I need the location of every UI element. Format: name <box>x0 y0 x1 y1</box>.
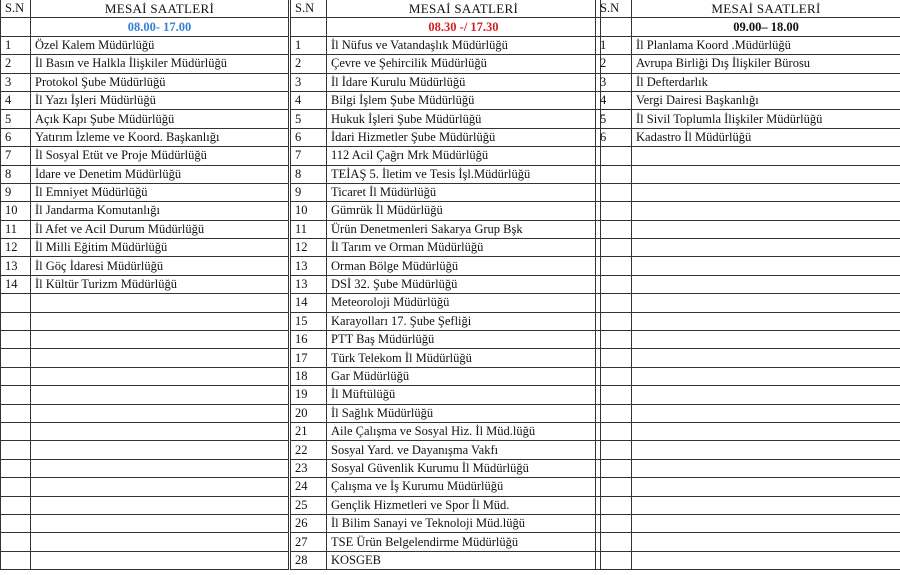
row-number: 3 <box>291 73 327 91</box>
table-row <box>1 331 289 349</box>
institution-name <box>632 496 900 514</box>
table-row <box>291 331 601 349</box>
table-row <box>1 441 289 459</box>
table-row <box>596 239 900 257</box>
table-row <box>1 257 289 275</box>
row-number <box>596 331 632 349</box>
table-row <box>596 367 900 385</box>
institution-name: Türk Telekom İl Müdürlüğü <box>327 349 601 367</box>
table-row <box>291 312 601 330</box>
table-row <box>1 367 289 385</box>
row-number: 4 <box>596 91 632 109</box>
blank-cell <box>596 18 632 36</box>
institution-name <box>31 386 289 404</box>
institution-name: Sosyal Yard. ve Dayanışma Vakfı <box>327 441 601 459</box>
row-number: 19 <box>291 386 327 404</box>
row-number <box>1 404 31 422</box>
table-row <box>291 275 601 293</box>
row-number: 13 <box>291 275 327 293</box>
schedule-table-0900 <box>595 0 900 570</box>
hours-title: MESAİ SAATLERİ <box>327 0 601 18</box>
institution-name: İl Göç İdaresi Müdürlüğü <box>31 257 289 275</box>
row-number: 16 <box>291 331 327 349</box>
institution-name: Özel Kalem Müdürlüğü <box>31 36 289 54</box>
row-number <box>1 312 31 330</box>
table-row <box>596 165 900 183</box>
row-number: 2 <box>1 55 31 73</box>
row-number <box>596 257 632 275</box>
row-number: 10 <box>1 202 31 220</box>
table-row <box>291 422 601 440</box>
row-number: 4 <box>1 91 31 109</box>
institution-name <box>31 496 289 514</box>
header-row <box>596 0 900 18</box>
table-row <box>596 404 900 422</box>
row-number <box>596 312 632 330</box>
institution-name <box>632 551 900 569</box>
row-number <box>596 239 632 257</box>
row-number <box>596 202 632 220</box>
row-number <box>596 533 632 551</box>
institution-name <box>632 183 900 201</box>
table-row <box>1 55 289 73</box>
table-row <box>596 147 900 165</box>
table-row <box>291 514 601 532</box>
institution-name: Çalışma ve İş Kurumu Müdürlüğü <box>327 478 601 496</box>
table-row <box>596 110 900 128</box>
table-row <box>291 128 601 146</box>
row-number: 17 <box>291 349 327 367</box>
institution-name: İl İdare Kurulu Müdürlüğü <box>327 73 601 91</box>
row-number: 14 <box>291 294 327 312</box>
institution-name <box>632 331 900 349</box>
table-row <box>596 91 900 109</box>
row-number <box>596 183 632 201</box>
institution-name <box>31 459 289 477</box>
institution-name: İl Sosyal Etüt ve Proje Müdürlüğü <box>31 147 289 165</box>
institution-name: Karayolları 17. Şube Şefliği <box>327 312 601 330</box>
row-number: 26 <box>291 514 327 532</box>
row-number <box>1 533 31 551</box>
institution-name <box>632 202 900 220</box>
institution-name <box>632 294 900 312</box>
schedule-table-0800 <box>0 0 289 570</box>
table-row <box>596 257 900 275</box>
table-row <box>291 165 601 183</box>
row-number <box>596 441 632 459</box>
table-row <box>1 478 289 496</box>
institution-name <box>632 514 900 532</box>
row-number: 12 <box>1 239 31 257</box>
table-row <box>596 551 900 569</box>
institution-name: İl Nüfus ve Vatandaşlık Müdürlüğü <box>327 36 601 54</box>
row-number: 13 <box>1 257 31 275</box>
institution-name: Avrupa Birliği Dış İlişkiler Bürosu <box>632 55 900 73</box>
row-number <box>596 220 632 238</box>
table-row <box>1 239 289 257</box>
table-row <box>291 257 601 275</box>
institution-name <box>31 404 289 422</box>
row-number: 2 <box>291 55 327 73</box>
table-row <box>291 459 601 477</box>
row-number: 9 <box>291 183 327 201</box>
institution-name <box>632 275 900 293</box>
row-number <box>1 422 31 440</box>
institution-name: TSE Ürün Belgelendirme Müdürlüğü <box>327 533 601 551</box>
table-row <box>291 55 601 73</box>
table-row <box>1 36 289 54</box>
hours-row <box>596 18 900 36</box>
institution-name: İl Kültür Turizm Müdürlüğü <box>31 275 289 293</box>
institution-name: İdare ve Denetim Müdürlüğü <box>31 165 289 183</box>
table-row <box>291 441 601 459</box>
table-row <box>596 386 900 404</box>
institution-name <box>31 294 289 312</box>
table-row <box>1 165 289 183</box>
row-number: 6 <box>1 128 31 146</box>
table-row <box>1 404 289 422</box>
table-row <box>596 220 900 238</box>
row-number: 27 <box>291 533 327 551</box>
row-number: 13 <box>291 257 327 275</box>
table-row <box>596 128 900 146</box>
row-number <box>1 331 31 349</box>
institution-name <box>632 367 900 385</box>
table-row <box>596 183 900 201</box>
table-row <box>596 312 900 330</box>
table-row <box>1 422 289 440</box>
table-row <box>1 533 289 551</box>
institution-name: PTT Baş Müdürlüğü <box>327 331 601 349</box>
table-row <box>291 239 601 257</box>
row-number: 8 <box>291 165 327 183</box>
institution-name <box>31 514 289 532</box>
header-row <box>1 0 289 18</box>
row-number <box>1 349 31 367</box>
hours-row <box>1 18 289 36</box>
table-row <box>291 220 601 238</box>
table-row <box>1 147 289 165</box>
table-row <box>291 551 601 569</box>
table-row <box>596 275 900 293</box>
table-row <box>596 349 900 367</box>
row-number <box>596 147 632 165</box>
institution-name: Gençlik Hizmetleri ve Spor İl Müd. <box>327 496 601 514</box>
institution-name: Kadastro İl Müdürlüğü <box>632 128 900 146</box>
institution-name: İl Afet ve Acil Durum Müdürlüğü <box>31 220 289 238</box>
sn-header: S.N <box>596 0 632 18</box>
institution-name <box>632 165 900 183</box>
working-hours: 08.30 -/ 17.30 <box>327 18 601 36</box>
table-row <box>1 312 289 330</box>
row-number: 25 <box>291 496 327 514</box>
institution-name: Çevre ve Şehircilik Müdürlüğü <box>327 55 601 73</box>
table-row <box>291 386 601 404</box>
sn-header: S.N <box>291 0 327 18</box>
row-number: 6 <box>291 128 327 146</box>
institution-name <box>31 533 289 551</box>
row-number <box>596 422 632 440</box>
row-number: 7 <box>1 147 31 165</box>
row-number: 8 <box>1 165 31 183</box>
blank-cell <box>291 18 327 36</box>
table-row <box>596 533 900 551</box>
table-row <box>291 496 601 514</box>
header-row <box>291 0 601 18</box>
row-number <box>596 386 632 404</box>
table-row <box>596 422 900 440</box>
institution-name: DSİ 32. Şube Müdürlüğü <box>327 275 601 293</box>
table-row <box>291 36 601 54</box>
institution-name <box>31 349 289 367</box>
table-row <box>596 55 900 73</box>
institution-name <box>31 478 289 496</box>
institution-name <box>31 441 289 459</box>
row-number <box>1 459 31 477</box>
institution-name <box>632 257 900 275</box>
table-row <box>291 294 601 312</box>
institution-name: Ürün Denetmenleri Sakarya Grup Bşk <box>327 220 601 238</box>
institution-name: Yatırım İzleme ve Koord. Başkanlığı <box>31 128 289 146</box>
institution-name: İl Milli Eğitim Müdürlüğü <box>31 239 289 257</box>
table-row <box>1 386 289 404</box>
institution-name: İl Yazı İşleri Müdürlüğü <box>31 91 289 109</box>
row-number <box>596 496 632 514</box>
institution-name <box>31 367 289 385</box>
row-number: 9 <box>1 183 31 201</box>
row-number <box>596 459 632 477</box>
institution-name: İl Basın ve Halkla İlişkiler Müdürlüğü <box>31 55 289 73</box>
institution-name <box>31 331 289 349</box>
row-number <box>596 551 632 569</box>
row-number: 5 <box>596 110 632 128</box>
row-number <box>1 551 31 569</box>
institution-name: 112 Acil Çağrı Mrk Müdürlüğü <box>327 147 601 165</box>
institution-name <box>31 551 289 569</box>
row-number <box>1 496 31 514</box>
row-number: 3 <box>596 73 632 91</box>
table-row <box>1 294 289 312</box>
table-row <box>1 275 289 293</box>
table-row <box>291 73 601 91</box>
institution-name <box>632 147 900 165</box>
table-row <box>1 128 289 146</box>
row-number: 23 <box>291 459 327 477</box>
row-number: 11 <box>291 220 327 238</box>
institution-name: KOSGEB <box>327 551 601 569</box>
institution-name: Gümrük İl Müdürlüğü <box>327 202 601 220</box>
row-number <box>1 514 31 532</box>
schedule-table-0830 <box>290 0 601 570</box>
table-row <box>596 496 900 514</box>
institution-name: İl Tarım ve Orman Müdürlüğü <box>327 239 601 257</box>
institution-name <box>632 478 900 496</box>
table-row <box>596 331 900 349</box>
table-row <box>596 36 900 54</box>
hours-title: MESAİ SAATLERİ <box>632 0 900 18</box>
institution-name: TEİAŞ 5. İletim ve Tesis İşl.Müdürlüğü <box>327 165 601 183</box>
table-row <box>291 367 601 385</box>
institution-name: Protokol Şube Müdürlüğü <box>31 73 289 91</box>
table-row <box>596 73 900 91</box>
row-number: 10 <box>291 202 327 220</box>
institution-name: Sosyal Güvenlik Kurumu İl Müdürlüğü <box>327 459 601 477</box>
working-hours: 08.00- 17.00 <box>31 18 289 36</box>
table-row <box>291 91 601 109</box>
institution-name <box>632 386 900 404</box>
institution-name: İl Sağlık Müdürlüğü <box>327 404 601 422</box>
table-row <box>1 514 289 532</box>
table-row <box>291 349 601 367</box>
institution-name: Orman Bölge Müdürlüğü <box>327 257 601 275</box>
row-number: 28 <box>291 551 327 569</box>
table-row <box>1 91 289 109</box>
row-number <box>1 441 31 459</box>
institution-name: İl Sivil Toplumla İlişkiler Müdürlüğü <box>632 110 900 128</box>
institution-name: İl Emniyet Müdürlüğü <box>31 183 289 201</box>
row-number: 1 <box>1 36 31 54</box>
institution-name: Gar Müdürlüğü <box>327 367 601 385</box>
row-number: 12 <box>291 239 327 257</box>
row-number: 21 <box>291 422 327 440</box>
table-row <box>291 202 601 220</box>
table-row <box>596 294 900 312</box>
row-number <box>1 478 31 496</box>
row-number: 22 <box>291 441 327 459</box>
institution-name <box>31 312 289 330</box>
table-row <box>1 459 289 477</box>
institution-name: Ticaret İl Müdürlüğü <box>327 183 601 201</box>
row-number: 6 <box>596 128 632 146</box>
row-number: 1 <box>291 36 327 54</box>
row-number: 18 <box>291 367 327 385</box>
row-number <box>1 386 31 404</box>
institution-name <box>632 220 900 238</box>
institution-name <box>31 422 289 440</box>
row-number <box>596 349 632 367</box>
institution-name <box>632 422 900 440</box>
table-row <box>1 202 289 220</box>
blank-cell <box>1 18 31 36</box>
row-number: 2 <box>596 55 632 73</box>
row-number: 5 <box>1 110 31 128</box>
table-row <box>596 514 900 532</box>
institution-name: İl Müftülüğü <box>327 386 601 404</box>
institution-name: İl Jandarma Komutanlığı <box>31 202 289 220</box>
row-number <box>596 367 632 385</box>
row-number: 1 <box>596 36 632 54</box>
table-row <box>1 349 289 367</box>
row-number <box>596 275 632 293</box>
institution-name: İl Planlama Koord .Müdürlüğü <box>632 36 900 54</box>
institution-name <box>632 441 900 459</box>
table-row <box>1 551 289 569</box>
row-number <box>596 404 632 422</box>
row-number: 15 <box>291 312 327 330</box>
institution-name: İl Bilim Sanayi ve Teknoloji Müd.lüğü <box>327 514 601 532</box>
institution-name: İdari Hizmetler Şube Müdürlüğü <box>327 128 601 146</box>
institution-name: Açık Kapı Şube Müdürlüğü <box>31 110 289 128</box>
institution-name <box>632 349 900 367</box>
row-number: 3 <box>1 73 31 91</box>
row-number <box>596 165 632 183</box>
institution-name <box>632 312 900 330</box>
table-row <box>1 220 289 238</box>
row-number: 5 <box>291 110 327 128</box>
table-row <box>291 404 601 422</box>
hours-row <box>291 18 601 36</box>
table-row <box>596 459 900 477</box>
institution-name: İl Defterdarlık <box>632 73 900 91</box>
table-row <box>291 478 601 496</box>
institution-name <box>632 533 900 551</box>
table-row <box>1 183 289 201</box>
row-number <box>1 367 31 385</box>
hours-title: MESAİ SAATLERİ <box>31 0 289 18</box>
row-number: 4 <box>291 91 327 109</box>
institution-name: Vergi Dairesi Başkanlığı <box>632 91 900 109</box>
row-number: 7 <box>291 147 327 165</box>
table-row <box>291 533 601 551</box>
table-row <box>291 147 601 165</box>
institution-name: Bilgi İşlem Şube Müdürlüğü <box>327 91 601 109</box>
row-number <box>596 514 632 532</box>
row-number: 24 <box>291 478 327 496</box>
institution-name <box>632 459 900 477</box>
institution-name <box>632 404 900 422</box>
working-hours: 09.00– 18.00 <box>632 18 900 36</box>
table-row <box>291 110 601 128</box>
table-row <box>596 202 900 220</box>
row-number <box>596 478 632 496</box>
table-row <box>1 110 289 128</box>
table-row <box>1 496 289 514</box>
table-row <box>1 73 289 91</box>
sn-header: S.N <box>1 0 31 18</box>
institution-name <box>632 239 900 257</box>
institution-name: Aile Çalışma ve Sosyal Hiz. İl Müd.lüğü <box>327 422 601 440</box>
table-row <box>596 478 900 496</box>
row-number: 11 <box>1 220 31 238</box>
row-number: 20 <box>291 404 327 422</box>
table-row <box>596 441 900 459</box>
row-number <box>1 294 31 312</box>
institution-name: Hukuk İşleri Şube Müdürlüğü <box>327 110 601 128</box>
row-number <box>596 294 632 312</box>
row-number: 14 <box>1 275 31 293</box>
table-row <box>291 183 601 201</box>
institution-name: Meteoroloji Müdürlüğü <box>327 294 601 312</box>
